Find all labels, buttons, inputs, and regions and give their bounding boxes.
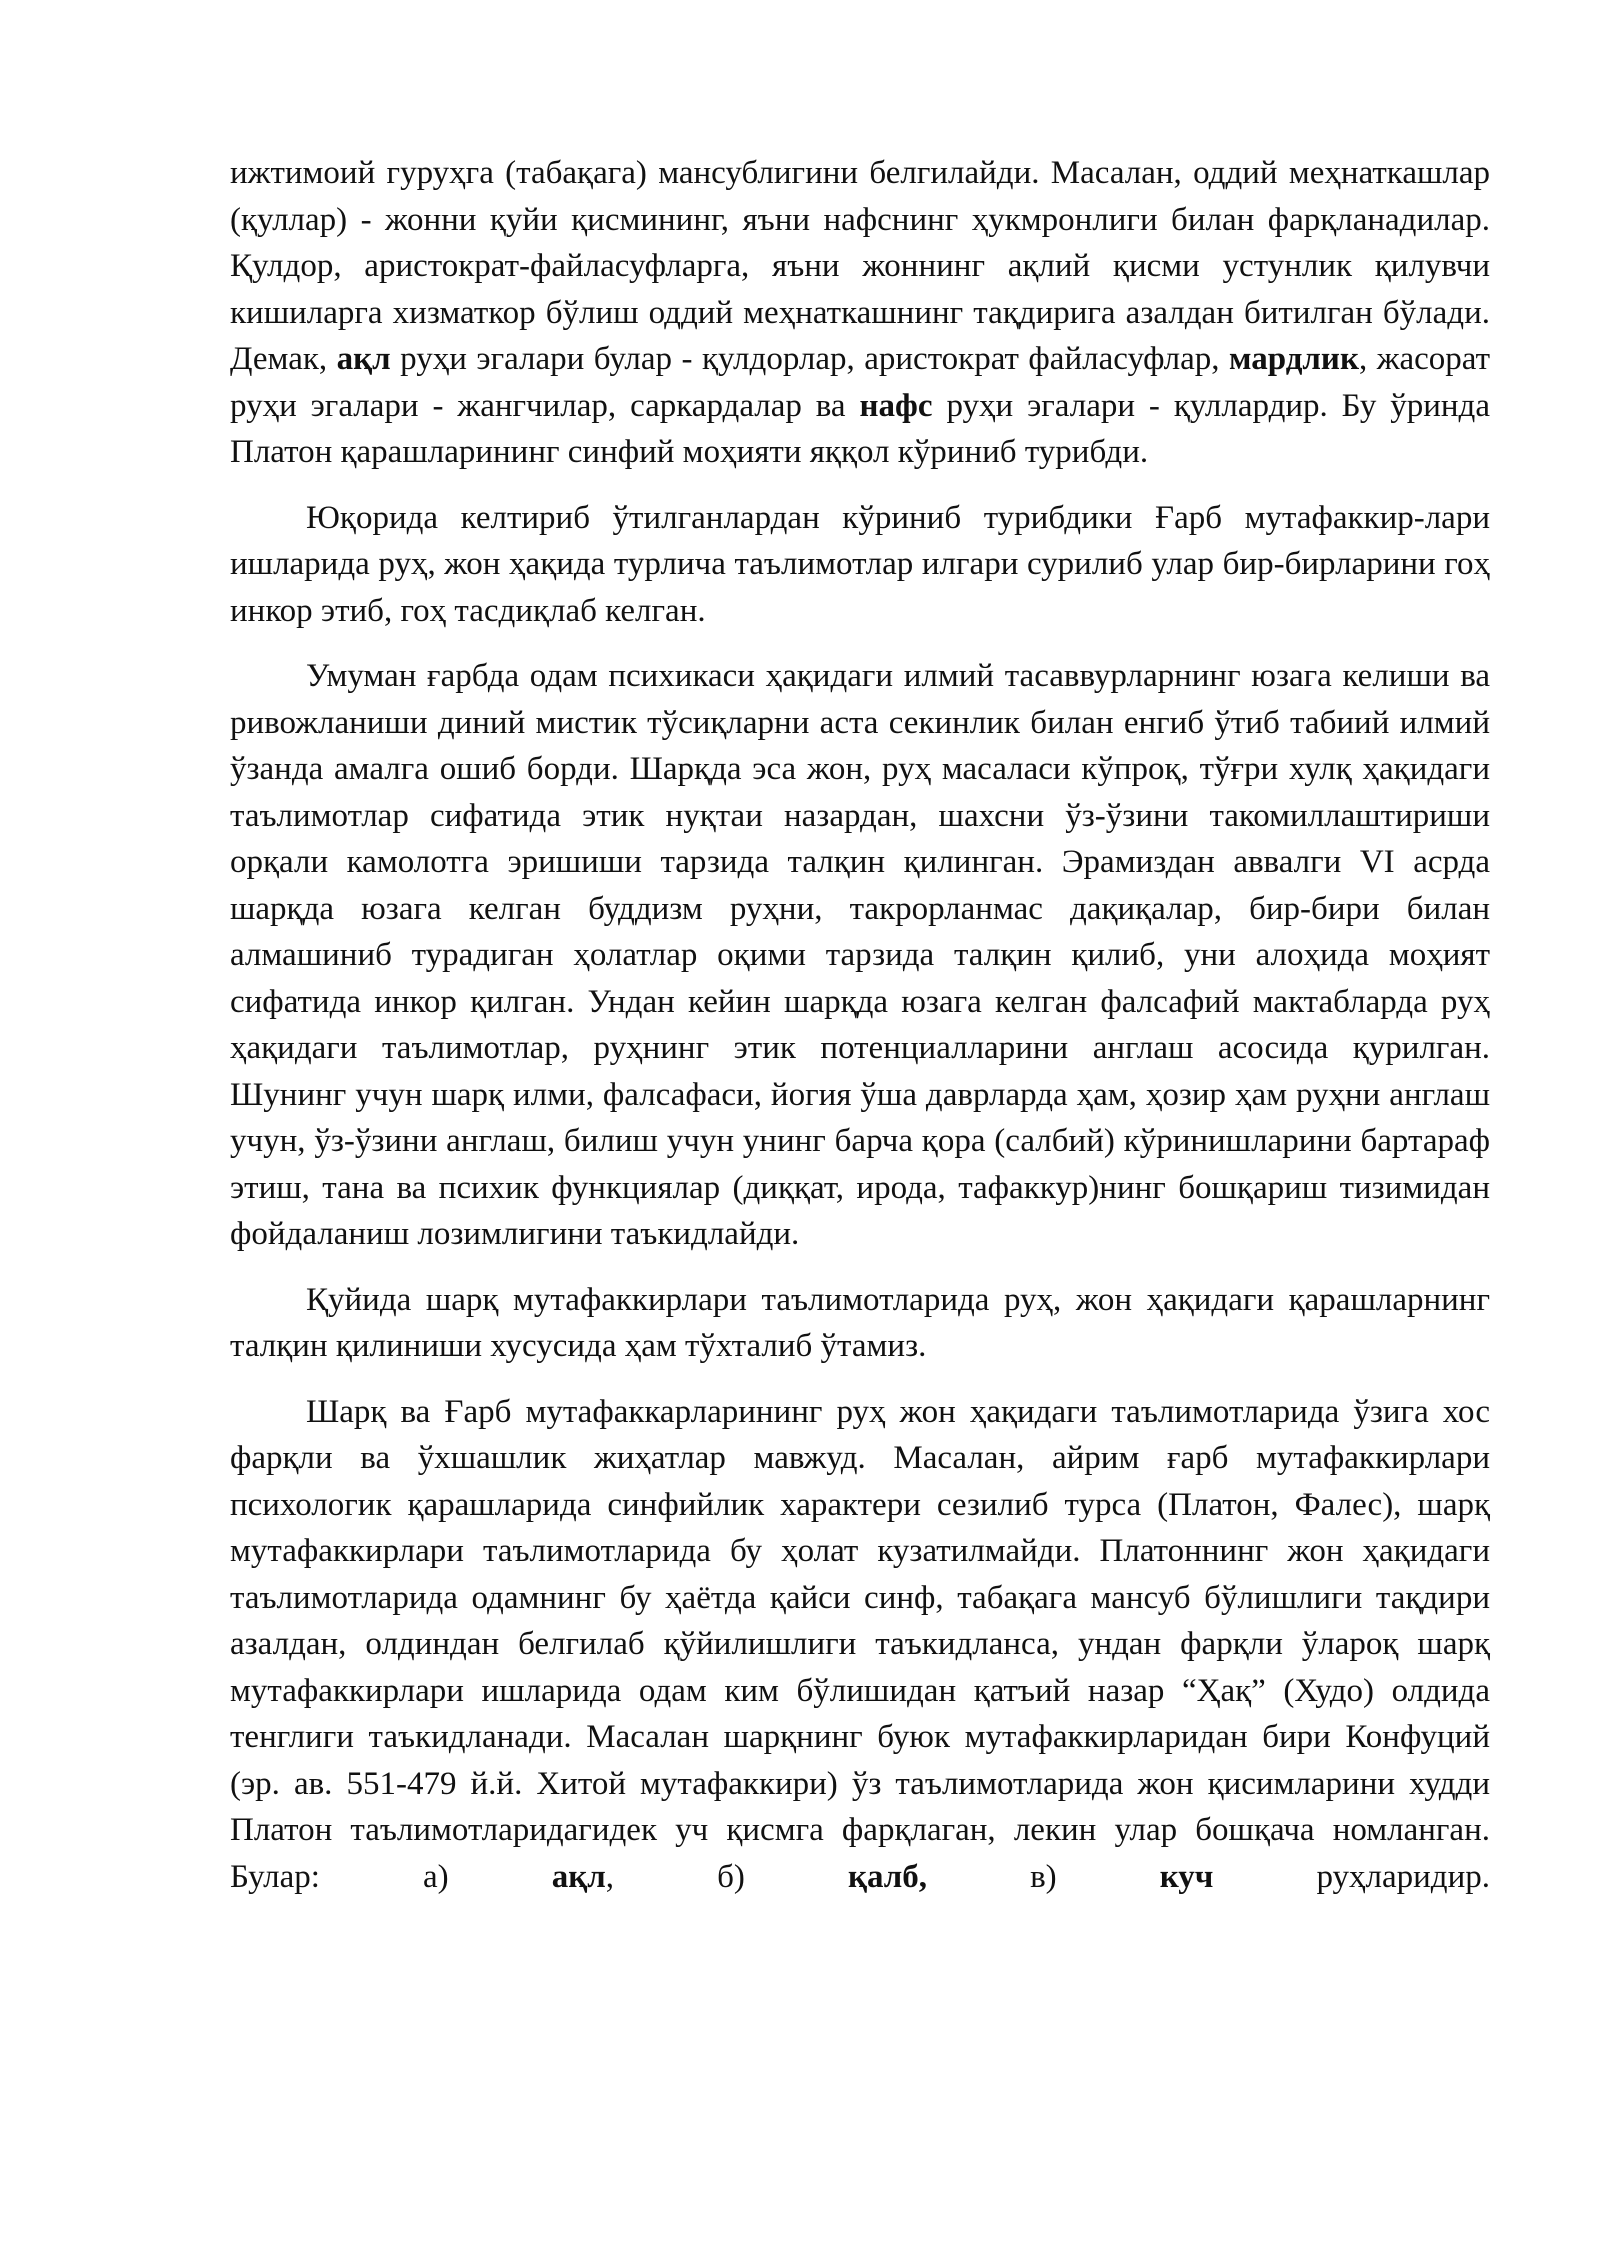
bold-term: мардлик bbox=[1229, 341, 1359, 377]
bold-term: ақл bbox=[336, 341, 391, 377]
document-text bbox=[230, 150, 1490, 1919]
paragraph-4 bbox=[230, 1277, 1490, 1370]
text-run: , жасорат руҳи эгалари - жангчилар, саркардалар ва bbox=[230, 341, 1491, 424]
text-run: Умуман ғарбда одам психикаси ҳақидаги илмий тасаввурларнинг юзага келиши ва ривожланиши диний мистик тўсиқларни аста секинлик билан енгиб ўтиб табиий илмий ўзанда амалга ошиб борди. Шарқда эса жон, руҳ масаласи кўпроқ, тўғри хулқ ҳақидаги таълимотлар сифатида этик нуқтаи назардан, шахсни ўз-ўзини такомиллаштириши орқали камолотга эришиши тарзида талқин қилинган. Эрамиздан аввалги VI асрда шарқда юзага келган буддизм руҳни, такрорланмас дақиқалар, бир-бири билан алмашиниб турадиган ҳолатлар оқими тарзида талқин қилиб, уни алоҳида моҳият сифатида инкор қилган. Ундан кейин шарқда юзага келган фалсафий мактабларда руҳ ҳақидаги таълимотлар, руҳнинг этик потенциалларини англаш асосида қурилган. Шунинг учун шарқ илми, фалсафаси, йогия ўша даврларда ҳам, ҳозир ҳам руҳни англаш учун, ўз-ўзини англаш, билиш учун унинг барча қора (салбий) кўринишларини бартараф этиш, тана ва психик функциялар (диққат, ирода, тафаккур)нинг бошқариш тизимидан фойдаланиш лозимлигини таъкидлайди. bbox=[230, 658, 1490, 1252]
paragraph-2 bbox=[230, 495, 1490, 635]
bold-term: қалб, bbox=[847, 1858, 928, 1895]
paragraph-3 bbox=[230, 653, 1490, 1258]
text-run: в) bbox=[927, 1858, 1160, 1895]
paragraph-5 bbox=[230, 1389, 1490, 1901]
bold-term: ақл bbox=[551, 1858, 606, 1895]
text-run: руҳи эгалари булар - қулдорлар, аристократ файласуфлар, bbox=[390, 341, 1230, 377]
text-run: руҳи эгалари - қуллардир. Бу ўринда Платон қарашларининг синфий моҳияти яққол кўриниб турибди. bbox=[230, 387, 1490, 470]
text-run: Шарқ ва Ғарб мутафаккарларининг руҳ жон ҳақидаги таълимотларида ўзига хос фарқли ва ўхшашлик жиҳатлар мавжуд. Масалан, айрим ғарб мутафаккирлари психологик қарашларида синфийлик характери сезилиб турса (Платон, Фалес), шарқ мутафаккирлари таълимотларида бу ҳолат кузатилмайди. Платоннинг жон ҳақидаги таълимотларида одамнинг бу ҳаётда қайси синф, табақага мансуб бўлишлиги тақдири азалдан, олдиндан белгилаб қўйилишлиги таъкидланса, ундан фарқли ўлароқ шарқ мутафаккирлари ишларида одам ким бўлишидан қатъий назар “Ҳақ” (Худо) олдида тенглиги таъкидланади. Масалан шарқнинг буюк мутафаккирларидан бири Конфуций (эр. ав. 551-479 й.й. Хитой мутафаккири) ўз таълимотларида жон қисимларини худди Платон таълимотларидагидек уч қисмга фарқлаган, лекин улар бошқача номланган. Булар: а) bbox=[230, 1393, 1490, 1895]
paragraph-1 bbox=[230, 150, 1490, 476]
text-run: Юқорида келтириб ўтилганлардан кўриниб турибдики Ғарб мутафаккир-лари ишларида руҳ, жон ҳақида турлича таълимотлар илгари сурилиб улар бир-бирларини гоҳ инкор этиб, гоҳ тасдиқлаб келган. bbox=[230, 499, 1490, 629]
bold-term: куч bbox=[1159, 1858, 1214, 1895]
text-run: Қуйида шарқ мутафаккирлари таълимотларида руҳ, жон ҳақидаги қарашларнинг талқин қилиниши хусусида ҳам тўхталиб ўтамиз. bbox=[230, 1281, 1490, 1364]
text-run: ижтимоий гуруҳга (табақага) мансублигини белгилайди. Масалан, оддий меҳнаткашлар (қуллар) - жонни қуйи қисмининг, яъни нафснинг ҳукмронлиги билан фарқланадилар. Қулдор, аристократ-файласуфларга, яъни жоннинг ақлий қисми устунлик қилувчи кишиларга хизматкор бўлиш оддий меҳнаткашнинг тақдирига азалдан битилган бўлади. Демак, bbox=[230, 155, 1490, 377]
text-run: , б) bbox=[605, 1858, 848, 1895]
bold-term: нафс bbox=[859, 387, 933, 424]
text-run: руҳларидир. bbox=[1213, 1858, 1490, 1895]
